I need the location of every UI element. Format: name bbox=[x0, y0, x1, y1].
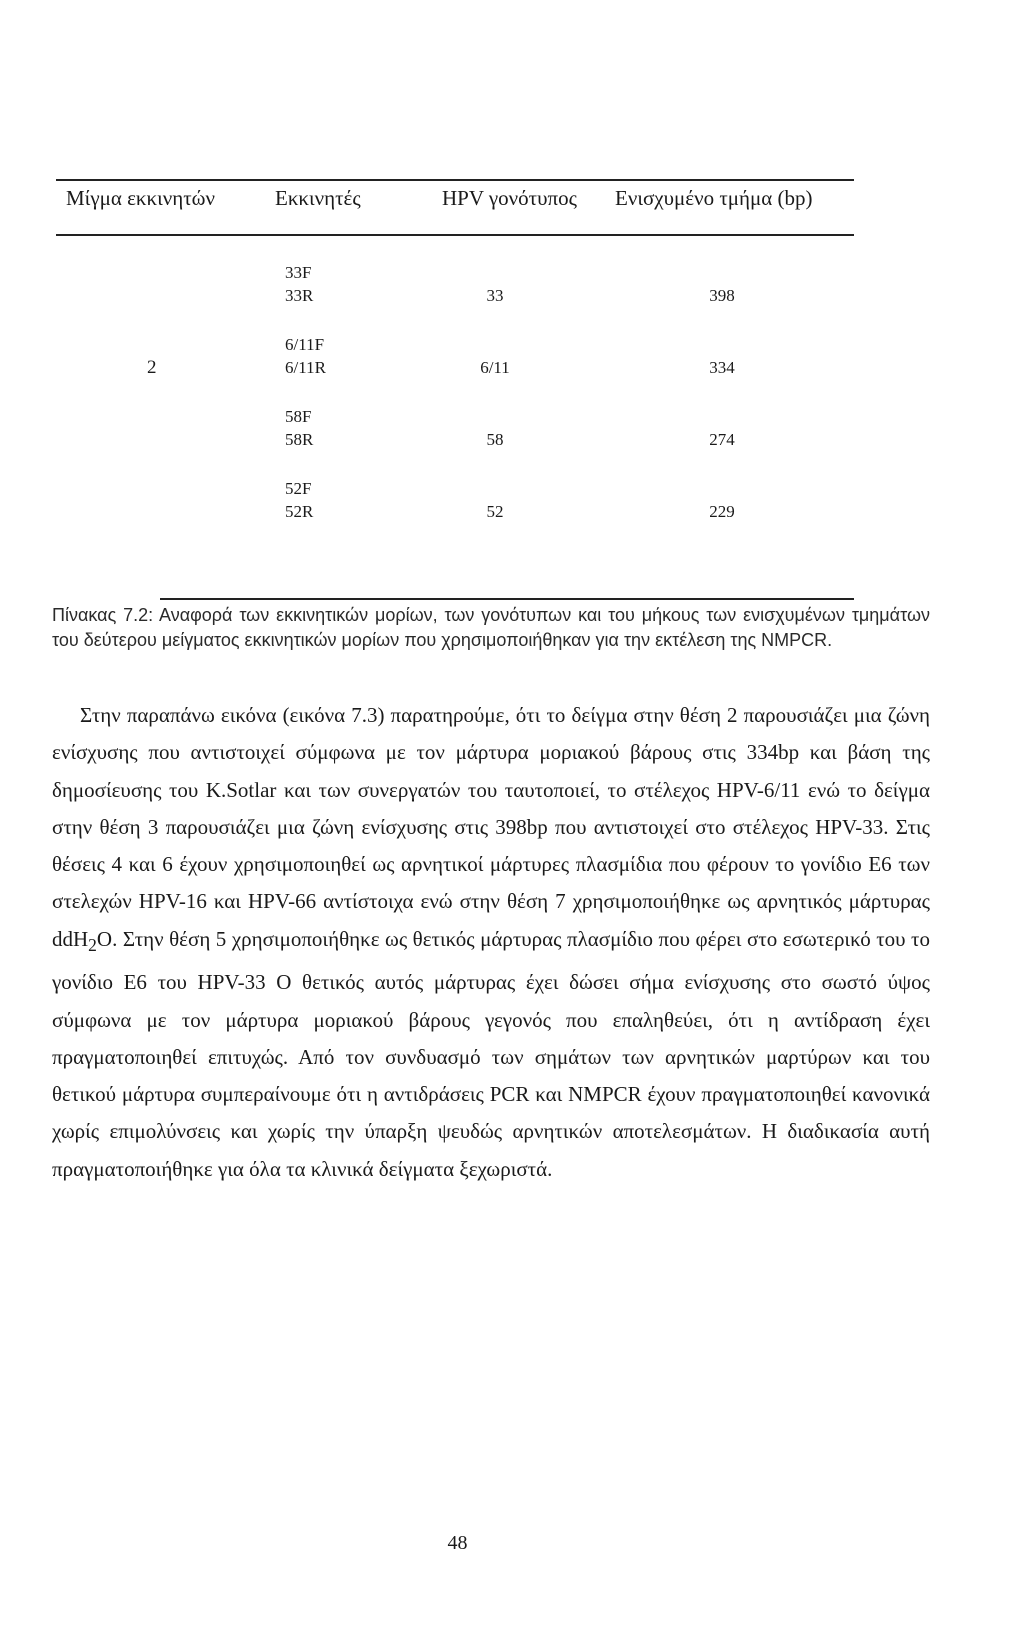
reverse-primer: 58R bbox=[285, 430, 314, 449]
fragment-length: 274 bbox=[709, 430, 735, 449]
body-text-part-2: O. Στην θέση 5 χρησιμοποιήθηκε ως θετικός μάρτυρας πλασμίδιο που φέρει στο εσωτερικό του το γονίδιο E6 του HPV-33 O θετικός αυτός μάρτυρας έχει δώσει σήμα ενίσχυσης στο σωστό ύψος σύμφωνα με τον μάρτυρα μοριακού βάρους γεγονός που επαληθεύει, ότι η αντίδραση έχει πραγματοποιηθεί επιτυχώς. Από τον συνδυασμό των σημάτων των αρνητικών μαρτύρων και του θετικού μάρτυρα συμπεραίνουμε ότι η αντιδράσεις PCR και NMPCR έχουν πραγματοποιηθεί κανονικά χωρίς επιμολύνσεις και χωρίς την ύπαρξη ψευδώς αρνητικών αποτελεσμάτων. Η διαδικασία αυτή πραγματοποιήθηκε για όλα τα κλινικά δείγματα ξεχωριστά. bbox=[52, 926, 930, 1181]
reverse-primer: 6/11R bbox=[285, 358, 326, 377]
table-caption: Πίνακας 7.2: Αναφορά των εκκινητικών μορίων, των γονότυπων και του μήκους των ενισχυμένων τμημάτων του δεύτερου μείγματος εκκινητικών μορίων που χρησιμοποιήθηκαν για την εκτέλεση της NMPCR. bbox=[52, 605, 930, 650]
body-paragraph bbox=[52, 697, 930, 1188]
table-bottom-rule bbox=[160, 598, 854, 600]
primer-pair bbox=[285, 261, 365, 307]
table-row bbox=[0, 333, 1024, 381]
primer-mix-number: 2 bbox=[147, 357, 157, 378]
forward-primer: 33F bbox=[285, 263, 312, 282]
table-row bbox=[0, 261, 1024, 309]
hpv-genotype: 6/11 bbox=[480, 358, 510, 377]
header-genotype: HPV γονότυπος bbox=[442, 186, 577, 210]
primer-pair bbox=[285, 477, 365, 523]
table-row bbox=[0, 477, 1024, 525]
forward-primer: 52F bbox=[285, 479, 312, 498]
primer-pair bbox=[285, 333, 365, 379]
header-primers: Εκκινητές bbox=[275, 186, 361, 210]
header-amplified-fragment: Ενισχυμένο τμήμα (bp) bbox=[615, 186, 813, 210]
reverse-primer: 52R bbox=[285, 502, 314, 521]
table-header-rule bbox=[56, 234, 854, 236]
primer-pair bbox=[285, 405, 365, 451]
subscript-digit: 2 bbox=[88, 934, 97, 955]
table-row bbox=[0, 405, 1024, 453]
body-text-part-1: Στην παραπάνω εικόνα (εικόνα 7.3) παρατηρούμε, ότι το δείγμα στην θέση 2 παρουσιάζει μια ζώνη ενίσχυσης που αντιστοιχεί σύμφωνα με τον μάρτυρα μοριακού βάρους στις 334bp και βάση της δημοσίευσης του K.Sotlar και των συνεργατών του ταυτοποιεί, το στέλεχος HPV-6/11 ενώ το δείγμα στην θέση 3 παρουσιάζει μια ζώνη ενίσχυσης στις 398bp που αντιστοιχεί στο στέλεχος HPV-33. Στις θέσεις 4 και 6 έχουν χρησιμοποιηθεί ως αρνητικοί μάρτυρες πλασμίδια που φέρουν το γονίδιο E6 των στελεχών HPV-16 και HPV-66 αντίστοιχα ενώ στην θέση 7 χρησιμοποιήθηκε ως αρνητικός μάρτυρας ddH bbox=[52, 703, 930, 951]
page-number: 48 bbox=[447, 1532, 468, 1554]
fragment-length: 229 bbox=[709, 502, 735, 521]
header-primer-mix: Μίγμα εκκινητών bbox=[66, 186, 215, 210]
fragment-length: 398 bbox=[709, 286, 735, 305]
reverse-primer: 33R bbox=[285, 286, 314, 305]
table-top-rule bbox=[56, 179, 854, 181]
forward-primer: 6/11F bbox=[285, 335, 325, 354]
fragment-length: 334 bbox=[709, 358, 735, 377]
hpv-genotype: 52 bbox=[486, 502, 504, 521]
hpv-genotype: 58 bbox=[486, 430, 504, 449]
forward-primer: 58F bbox=[285, 407, 312, 426]
hpv-genotype: 33 bbox=[486, 286, 504, 305]
